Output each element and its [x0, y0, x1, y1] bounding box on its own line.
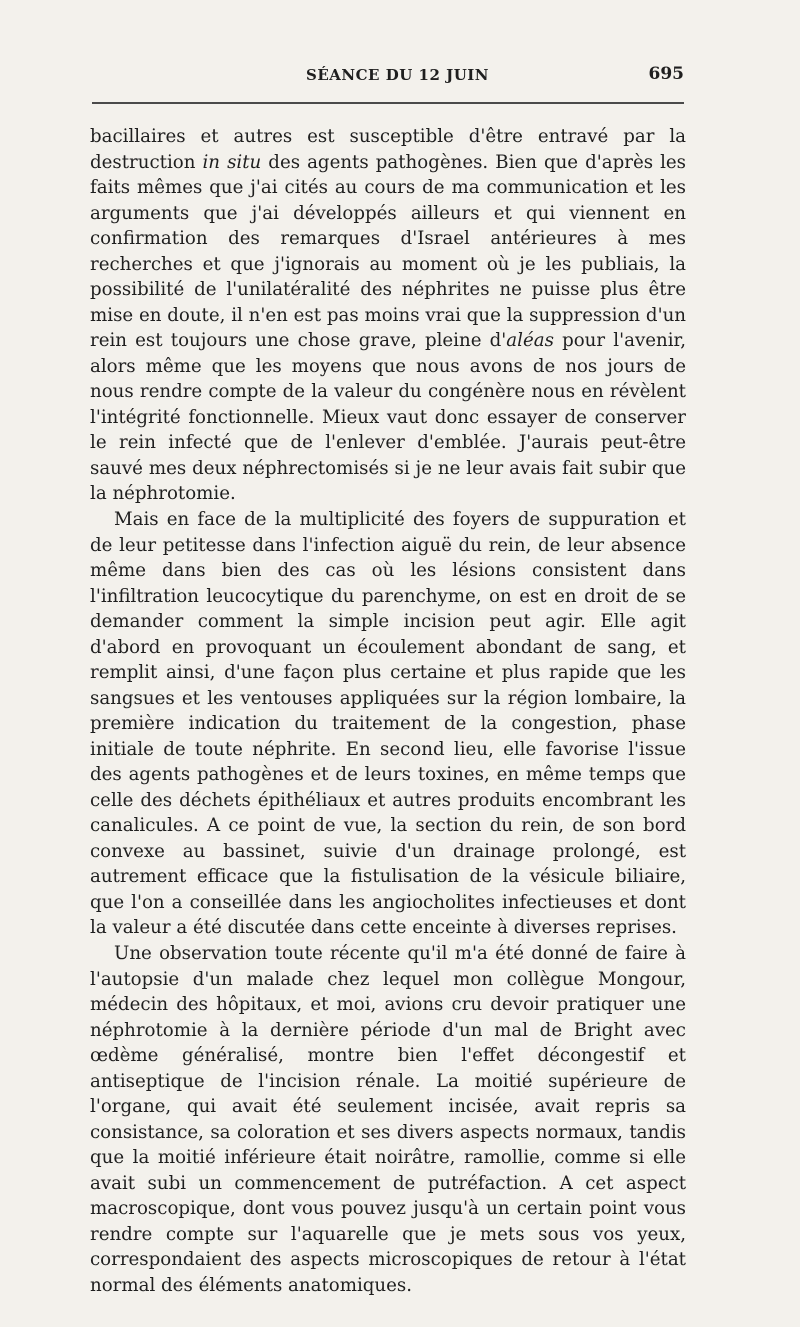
- body-text: [90, 124, 686, 1298]
- paragraph-1-italic-1: in situ: [202, 151, 262, 173]
- paragraph-1-part-3: pour l'avenir, alors même que les moyens que nous avons de nos jours de nous rendre compte de la valeur du congénère nous en révèlent l'intégrité fonctionnelle. Mieux vaut donc essayer de conserver le rein infecté que de l'enlever d'emblée. J'aurais peut-être sauvé mes deux néphrectomisés si je ne leur avais fait subir que la néphrotomie.: [90, 330, 686, 504]
- paragraph-1-part-1: bacillaires et autres est susceptible d'être entravé par la destruction: [90, 126, 686, 173]
- paragraph-3: Une observation toute récente qu'il m'a été donné de faire à l'autopsie d'un malade chez lequel mon collègue Mongour, médecin des hôpitaux, et moi, avions cru devoir pratiquer une néphrotomie à la dernière période d'un mal de Bright avec œdème généralisé, montre bien l'effet décongestif et antiseptique de l'incision rénale. La moitié supérieure de l'organe, qui avait été seulement incisée, avait repris sa consistance, sa coloration et ses divers aspects normaux, tandis que la moitié inférieure était noirâtre, ramollie, comme si elle avait subi un commencement de putréfaction. A cet aspect macroscopique, dont vous pouvez jusqu'à un certain point vous rendre compte sur l'aquarelle que je mets sous vos yeux, correspondaient des aspects microscopiques de retour à l'état normal des éléments anatomiques.: [90, 943, 686, 1296]
- paragraph-1-part-2: des agents pathogènes. Bien que d'après les faits mêmes que j'ai cités au cours de ma communication et les arguments que j'ai développés ailleurs et qui viennent en confirmation des remarques d'Israel antérieures à mes recherches et que j'ignorais au moment où je les publiais, la possibilité de l'unilatéralité des néphrites ne puisse plus être mise en doute, il n'en est pas moins vrai que la suppression d'un rein est toujours une chose grave, pleine d': [90, 151, 687, 351]
- paragraph-1-italic-2: aléas: [506, 330, 554, 351]
- paragraph-2: Mais en face de la multiplicité des foyers de suppuration et de leur petitesse dans l'infection aiguë du rein, de leur absence même dans bien des cas où les lésions consistent dans l'infiltration leucocytique du parenchyme, on est en droit de se demander comment la simple incision peut agir. Elle agit d'abord en provoquant un écoulement abondant de sang, et remplit ainsi, d'une façon plus certaine et plus rapide que les sangsues et les ventouses appliquées sur la région lombaire, la première indication du traitement de la congestion, phase initiale de toute néphrite. En second lieu, elle favorise l'issue des agents pathogènes et de leurs toxines, en même temps que celle des déchets épithéliaux et autres produits encombrant les canalicules. A ce point de vue, la section du rein, de son bord convexe au bassinet, suivie d'un drainage prolongé, est autrement efficace que la fistulisation de la vésicule biliaire, que l'on a conseillée dans les angiocholites infectieuses et dont la valeur a été discutée dans cette enceinte à diverses reprises.: [90, 509, 686, 938]
- running-title: SÉANCE DU 12 JUIN: [306, 66, 490, 84]
- page-number: 695: [648, 64, 684, 84]
- paragraph-1: [90, 124, 686, 507]
- header-rule: [92, 102, 684, 104]
- page-header: [90, 58, 684, 86]
